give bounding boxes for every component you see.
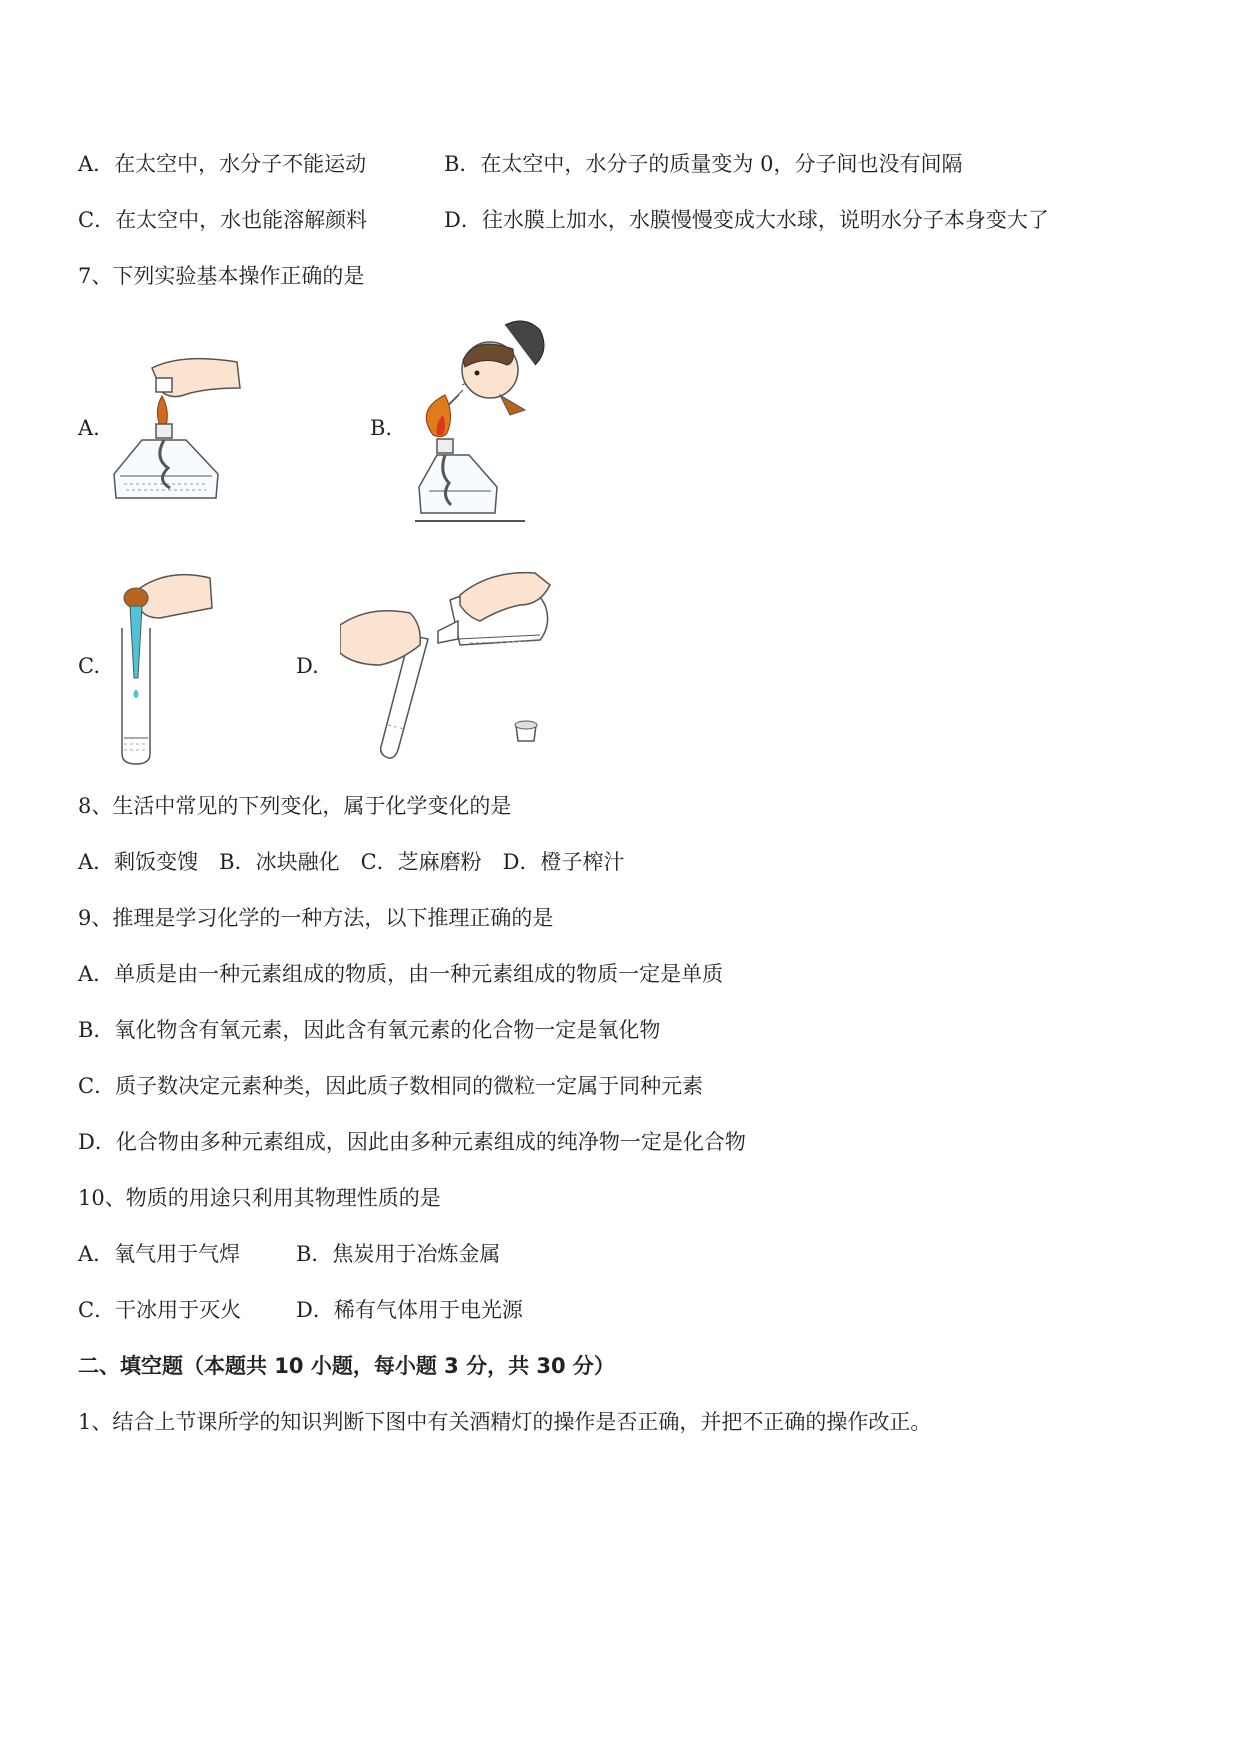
dropper-into-test-tube-image bbox=[110, 568, 220, 768]
q10-option-b: B．焦炭用于冶炼金属 bbox=[296, 1242, 501, 1266]
q6-option-a: A．在太空中，水分子不能运动 bbox=[78, 152, 367, 176]
q10-stem: 10、物质的用途只利用其物理性质的是 bbox=[78, 1186, 441, 1210]
q6-option-d: D．往水膜上加水，水膜慢慢变成大水球，说明水分子本身变大了 bbox=[444, 208, 1049, 232]
fill-blank-q1: 1、结合上节课所学的知识判断下图中有关酒精灯的操作是否正确，并把不正确的操作改正。 bbox=[78, 1410, 932, 1434]
q6-option-b: B．在太空中，水分子的质量变为 0，分子间也没有间隔 bbox=[444, 152, 963, 176]
section-heading: 二、填空题（本题共 10 小题，每小题 3 分，共 30 分） bbox=[78, 1354, 615, 1378]
q10-option-a: A．氧气用于气焊 bbox=[78, 1242, 241, 1266]
q7-label-a: A. bbox=[78, 416, 100, 440]
q7-label-b: B. bbox=[370, 416, 393, 440]
q9-option-c: C．质子数决定元素种类，因此质子数相同的微粒一定属于同种元素 bbox=[78, 1074, 704, 1098]
q8-stem: 8、生活中常见的下列变化，属于化学变化的是 bbox=[78, 794, 512, 818]
q10-option-c: C．干冰用于灭火 bbox=[78, 1298, 242, 1322]
q9-stem: 9、推理是学习化学的一种方法，以下推理正确的是 bbox=[78, 906, 554, 930]
q9-option-b: B．氧化物含有氧元素，因此含有氧元素的化合物一定是氧化物 bbox=[78, 1018, 661, 1042]
q6-option-c: C．在太空中，水也能溶解颜料 bbox=[78, 208, 368, 232]
q7-stem: 7、下列实验基本操作正确的是 bbox=[78, 264, 365, 288]
q9-option-d: D．化合物由多种元素组成，因此由多种元素组成的纯净物一定是化合物 bbox=[78, 1130, 746, 1154]
q7-label-d: D. bbox=[296, 654, 319, 678]
pouring-liquid-image bbox=[340, 565, 570, 765]
alcohol-lamp-lighting-image bbox=[112, 348, 242, 508]
q8-options: A．剩饭变馊 B．冰块融化 C．芝麻磨粉 D．橙子榨汁 bbox=[78, 850, 625, 874]
q7-label-c: C. bbox=[78, 654, 100, 678]
blowing-out-lamp-image bbox=[415, 315, 565, 535]
q10-option-d: D．稀有气体用于电光源 bbox=[296, 1298, 523, 1322]
q9-option-a: A．单质是由一种元素组成的物质，由一种元素组成的物质一定是单质 bbox=[78, 962, 724, 986]
